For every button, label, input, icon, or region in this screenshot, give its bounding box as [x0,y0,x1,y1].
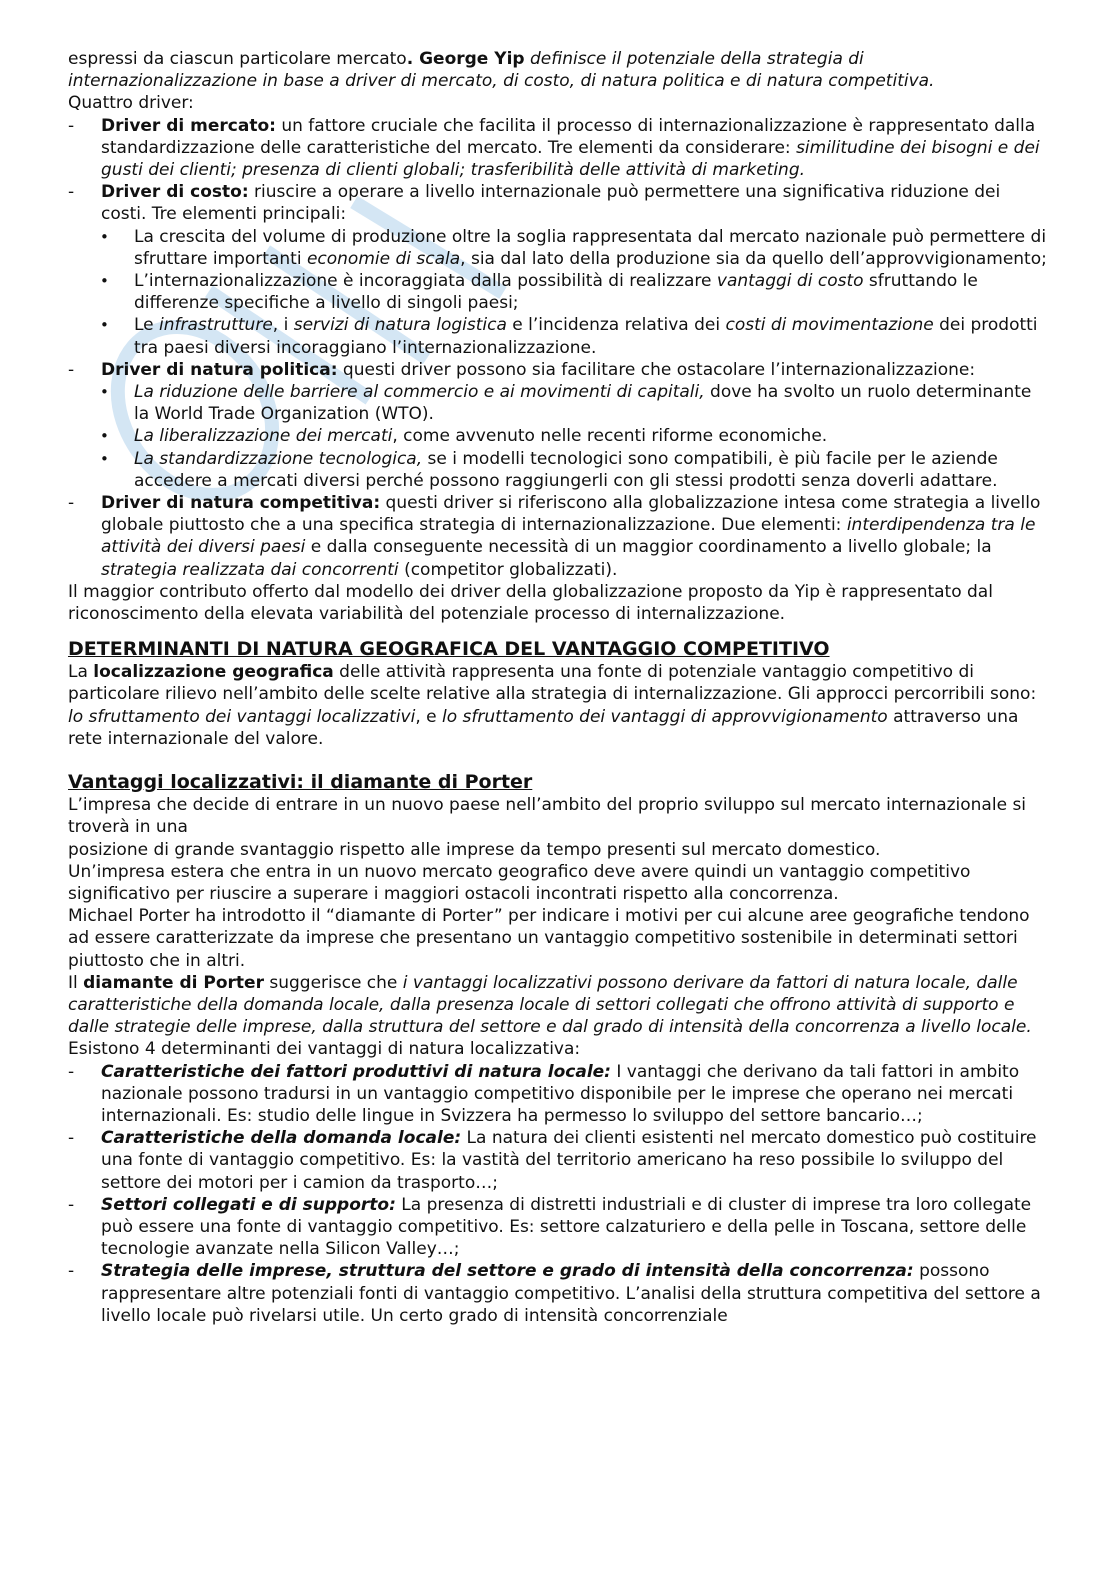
intro-paragraph: espressi da ciascun particolare mercato. George Yip definisce il potenziale della strategia di internazionalizzazione in base a driver di mercato, di costo, di natura politica e di natura competitiva. Quattro driver: [68,49,935,114]
porter-paragraph-3: Michael Porter ha introdotto il “diamante di Porter” per indicare i motivi per cui alcune aree geografiche tendono ad essere caratterizzate da imprese che presentano un vantaggio competitivo sostenibile in determinati settori piuttosto che in altri. [68,906,1030,971]
list-item: - Driver di costo: riuscire a operare a livello internazionale può permettere una significativa riduzione dei costi. Tre elementi principali: [68,182,1001,225]
porter-paragraph-1a: L’impresa che decide di entrare in un nuovo paese nell’ambito del proprio sviluppo sul mercato internazionale si troverà in una [68,795,1027,838]
list-item: • La standardizzazione tecnologica, se i modelli tecnologici sono compatibili, è più facile per le aziende accedere a mercati diversi perché possono raggiungerli con gli stessi prodotti senza doverli adattare. [100,448,998,491]
porter-paragraph-4: Il diamante di Porter suggerisce che i vantaggi localizzativi possono derivare da fattori di natura locale, dalle caratteristiche della domanda locale, dalla presenza locale di settori collegati che offrono attività di supporto e dalle strategie delle imprese, dalla struttura del settore e dal grado di intensità della concorrenza a livello locale. [68,972,1032,1038]
list-item: - Driver di natura politica: questi driver possono sia facilitare che ostacolare l’internazionalizzazione: [68,359,976,380]
driver-list-2 [68,359,1048,381]
list-item: • La riduzione delle barriere al commercio e ai movimenti di capitali, dove ha svolto un ruolo determinante la World Trade Organization (WTO). [100,382,1032,425]
list-item: • La liberalizzazione dei mercati, come avvenuto nelle recenti riforme economiche. [100,426,828,447]
list-item: - Driver di mercato: un fattore cruciale che facilita il processo di internazionalizzazione è rappresentato dalla standardizzazione delle caratteristiche del mercato. Tre elementi da considerare: similitudine dei bisogni e dei gusti dei clienti; presenza di clienti globali; trasferibilità delle attività di marketing. [68,115,1040,181]
section-heading: DETERMINANTI DI NATURA GEOGRAFICA DEL VANTAGGIO COMPETITIVO [68,638,830,661]
list-item: - Caratteristiche della domanda locale: La natura dei clienti esistenti nel mercato domestico può costituire una fonte di vantaggio competitivo. Es: la vastità del territorio americano ha reso possibile lo sviluppo del settore dei motori per i camion da trasporto…; [68,1128,1037,1193]
driver-list [68,115,1048,226]
section-paragraph: La localizzazione geografica delle attività rappresenta una fonte di potenziale vantaggio competitivo di particolare rilievo nell’ambito delle scelte relative alla strategia di internalizzazione. Gli approcci percorribili sono: lo sfruttamento dei vantaggi localizzativi, e lo sfruttamento dei vantaggi di approvvigionamento attraverso una rete internazionale del valore. [68,662,1037,749]
list-item: • Le infrastrutture, i servizi di natura logistica e l’incidenza relativa dei costi di movimentazione dei prodotti tra paesi diversi incoraggiano l’internazionalizzazione. [100,315,1038,358]
porter-paragraph-5: Esistono 4 determinanti dei vantaggi di natura localizzativa: [68,1039,581,1060]
cost-bullet-list [68,226,1048,359]
yip-conclusion: Il maggior contributo offerto dal modello dei driver della globalizzazione proposto da Yip è rappresentato dal riconoscimento della elevata variabilità del potenziale processo di internalizzazione. [68,581,993,625]
political-bullet-list [68,381,1048,492]
porter-paragraph-1b: posizione di grande svantaggio rispetto alle imprese da tempo presenti sul mercato domestico. [68,839,881,860]
subsection-heading: Vantaggi localizzativi: il diamante di Porter [68,771,533,794]
document-page [68,48,1048,1327]
list-item: - Caratteristiche dei fattori produttivi di natura locale: I vantaggi che derivano da tali fattori in ambito nazionale possono tradursi in un vantaggio competitivo disponibile per le imprese che operano nei mercati internazionali. Es: studio delle lingue in Svizzera ha permesso lo sviluppo del settore bancario…; [68,1061,1020,1126]
determinants-list [68,1061,1048,1327]
list-item: - Driver di natura competitiva: questi driver si riferiscono alla globalizzazione intesa come strategia a livello globale piuttosto che a una specifica strategia di internazionalizzazione. Due elementi: interdipendenza tra le attività dei diversi paesi e dalla conseguente necessità di un maggior coordinamento a livello globale; la strategia realizzata dai concorrenti (competitor globalizzati). [68,493,1041,580]
list-item: • La crescita del volume di produzione oltre la soglia rappresentata dal mercato nazionale può permettere di sfruttare importanti economie di scala, sia dal lato della produzione sia da quello dell’approvvigionamento; [100,226,1047,269]
list-item: - Strategia delle imprese, struttura del settore e grado di intensità della concorrenza: possono rappresentare altre potenziali fonti di vantaggio competitivo. L’analisi della struttura competitiva del settore a livello locale può rivelarsi utile. Un certo grado di intensità concorrenziale [68,1261,1041,1326]
porter-paragraph-2: Un’impresa estera che entra in un nuovo mercato geografico deve avere quindi un vantaggio competitivo significativo per riuscire a superare i maggiori ostacoli incontrati rispetto alla concorrenza. [68,861,971,904]
list-item: - Settori collegati e di supporto: La presenza di distretti industriali e di cluster di imprese tra loro collegate può essere una fonte di vantaggio competitivo. Es: settore calzaturiero e della pelle in Toscana, settore delle tecnologie avanzate nella Silicon Valley…; [68,1194,1032,1260]
list-item: • L’internazionalizzazione è incoraggiata dalla possibilità di realizzare vantaggi di costo sfruttando le differenze specifiche a livello di singoli paesi; [100,271,978,314]
driver-list-3 [68,492,1048,581]
